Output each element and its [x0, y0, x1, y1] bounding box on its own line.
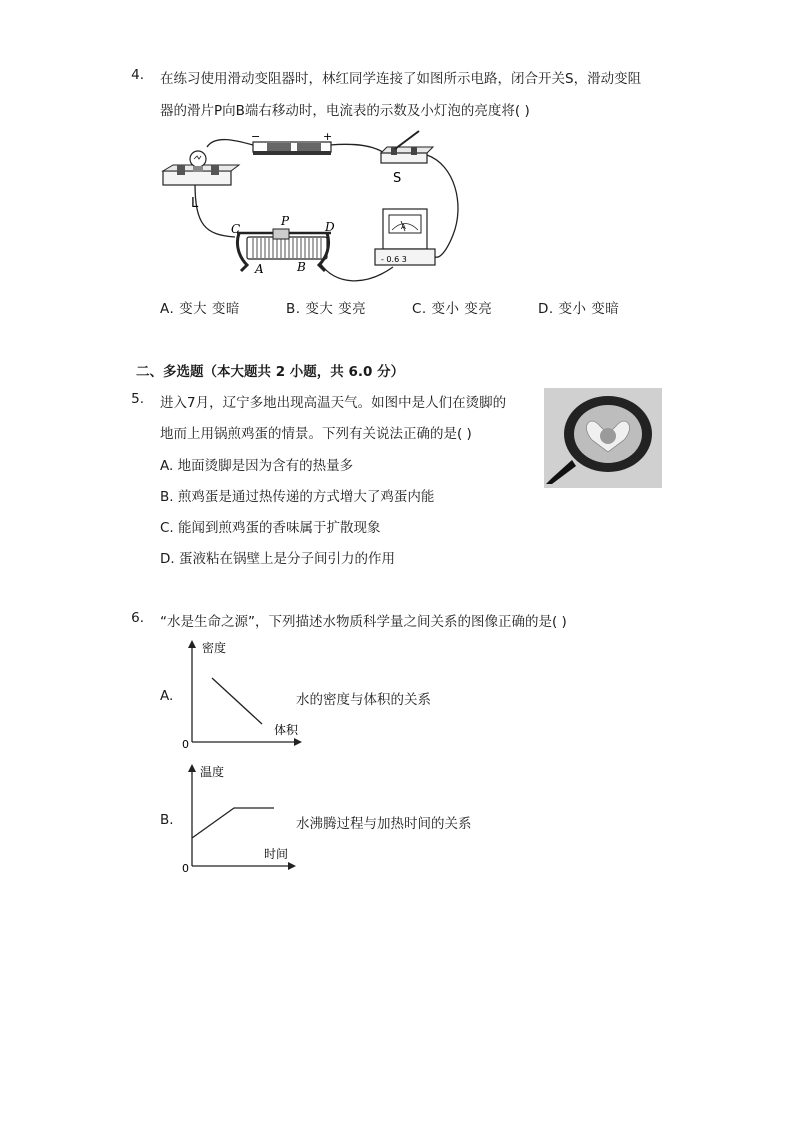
q4-option-b: B. 变大 变亮: [286, 301, 367, 317]
rheostat-label-d: D: [325, 220, 335, 234]
q5-stem-line2: 地而上用锅煎鸡蛋的情景。下列有关说法正确的是( ): [160, 426, 472, 442]
q5-stem-line1: 进入7月，辽宁多地出现高温天气。如图中是人们在烫脚的: [160, 395, 507, 411]
graph-b-y-label: 温度: [200, 765, 225, 779]
rheostat-label-p: P: [281, 214, 290, 228]
graph-a-line: [212, 678, 262, 724]
q5-option-a: A. 地面烫脚是因为含有的热量多: [160, 458, 354, 474]
q4-number: 4.: [131, 67, 144, 83]
section-heading: 二、多选题（本大题共 2 小题，共 6.0 分）: [136, 364, 405, 380]
battery-minus-label: −: [251, 130, 261, 143]
graph-b-line: [192, 808, 274, 838]
q5-option-c: C. 能闻到煎鸡蛋的香味属于扩散现象: [160, 520, 381, 536]
ammeter-terminals: - 0.6 3: [381, 255, 407, 264]
q4-option-d: D. 变小 变暗: [538, 301, 620, 317]
q6-option-b-key: B.: [160, 812, 174, 828]
q5-option-d: D. 蛋液粘在锅壁上是分子间引力的作用: [160, 551, 395, 567]
battery-plus-label: +: [323, 130, 333, 143]
rheostat-label-c: C: [231, 222, 241, 236]
q4-option-a: A. 变大 变暗: [160, 301, 240, 317]
rheostat-label-a: A: [255, 262, 264, 276]
rheostat-label-b: B: [297, 260, 306, 274]
q4-stem-line2: 器的滑片P向B端右移动时，电流表的示数及小灯泡的亮度将( ): [160, 103, 530, 119]
graph-a-x-label: 体积: [274, 723, 299, 737]
graph-a-caption: 水的密度与体积的关系: [296, 692, 431, 708]
q4-stem-line1: 在练习使用滑动变阻器时，林红同学连接了如图所示电路，闭合开关S，滑动变阻: [160, 71, 642, 87]
graph-a-origin: 0: [182, 738, 189, 751]
q4-option-c: C. 变小 变亮: [412, 301, 493, 317]
graph-a-density-volume: [178, 638, 308, 756]
graph-b-origin: 0: [182, 862, 189, 875]
graph-b-caption: 水沸腾过程与加热时间的关系: [296, 816, 472, 832]
graph-a-y-label: 密度: [202, 641, 227, 655]
q5-number: 5.: [131, 391, 144, 407]
circuit-diagram: [155, 125, 475, 285]
ammeter-symbol: A: [401, 223, 406, 231]
q6-number: 6.: [131, 610, 144, 626]
graph-b-x-label: 时间: [264, 847, 289, 861]
frying-egg-photo: [544, 388, 662, 488]
q6-stem: “水是生命之源”，下列描述水物质科学量之间关系的图像正确的是( ): [160, 614, 567, 630]
q5-option-b: B. 煎鸡蛋是通过热传递的方式增大了鸡蛋内能: [160, 489, 435, 505]
graph-b-temperature-time: [178, 762, 308, 880]
q6-option-a-key: A.: [160, 688, 174, 704]
lamp-label: L: [191, 196, 199, 211]
switch-label: S: [393, 171, 402, 186]
